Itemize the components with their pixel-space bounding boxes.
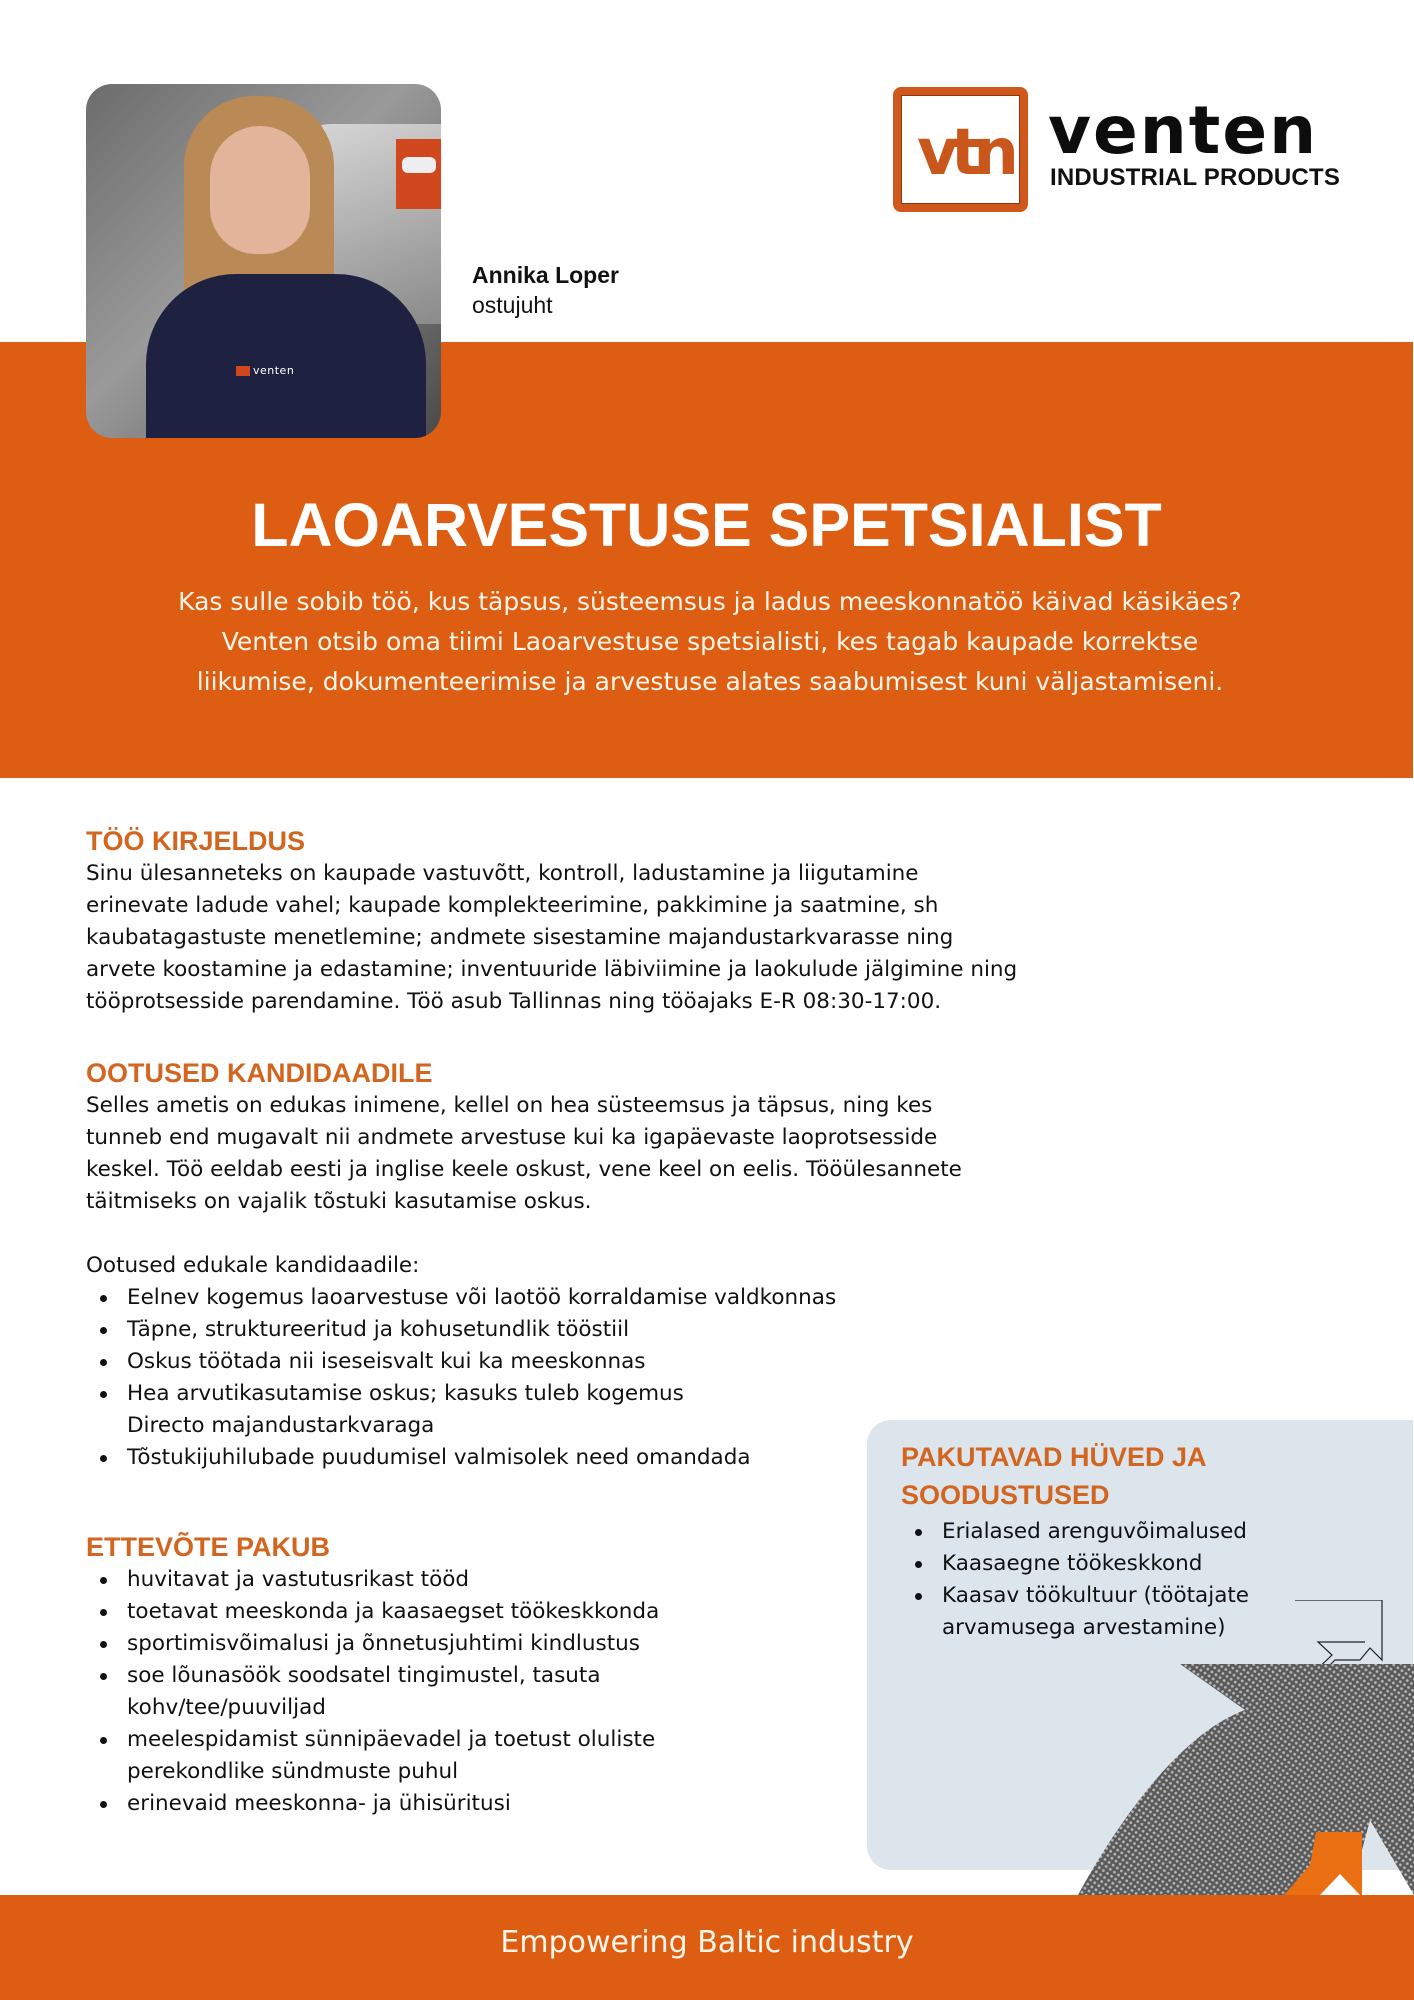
shirt-logo-text: venten <box>253 364 295 377</box>
expectations-heading: OOTUSED KANDIDAADILE <box>86 1058 433 1088</box>
logo-subtitle: INDUSTRIAL PRODUCTS <box>1050 164 1341 191</box>
expectations-section <box>86 1056 1186 1474</box>
job-description-line: tööprotsesside parendamine. Töö asub Tallinnas ning tööajaks E-R 08:30-17:00. <box>86 989 942 1014</box>
job-description-line: arvete koostamine ja edastamine; inventuuride läbiviimine ja laokulude jälgimine ning <box>86 957 1018 982</box>
list-item: Täpne, struktureeritud ja kohusetundlik tööstiil <box>86 1314 1186 1346</box>
company-offers-heading: ETTEVÕTE PAKUB <box>86 1532 331 1562</box>
list-item: meelespidamist sünnipäevadel ja toetust oluliste perekondlike sündmuste puhul <box>86 1724 747 1788</box>
expectations-list-intro: Ootused edukale kandidaadile: <box>86 1253 420 1278</box>
shirt-logo-icon <box>236 366 250 376</box>
list-item: Eelnev kogemus laoarvestuse või laotöö korraldamise valdkonnas <box>86 1282 1186 1314</box>
list-item: Tõstukijuhilubade puudumisel valmisolek need omandada <box>86 1442 1186 1474</box>
logo-mark-icon <box>893 87 1028 212</box>
contact-name: Annika Loper <box>472 262 619 288</box>
logo-mark-letters: vtn <box>917 116 1011 190</box>
logo-wordmark: venten <box>1048 92 1319 169</box>
contact-photo <box>86 84 441 438</box>
expectations-line: keskel. Töö eeldab eesti ja inglise keele oskust, vene keel on eelis. Tööülesannete <box>86 1157 962 1182</box>
mesh-arrow-shape <box>1078 1664 1414 1895</box>
list-item: erinevaid meeskonna- ja ühisüritusi <box>86 1788 726 1820</box>
arrow-graphic <box>1070 1600 1414 1895</box>
list-item: Kaasaegne töökeskkond <box>901 1548 1321 1580</box>
job-description-line: Sinu ülesanneteks on kaupade vastuvõtt, kontroll, ladustamine ja liigutamine <box>86 861 919 886</box>
company-logo <box>893 87 1343 212</box>
company-offers-list <box>86 1564 726 1820</box>
person-shirt <box>146 274 426 438</box>
job-description-section <box>86 824 1186 1018</box>
contact-person <box>472 260 619 320</box>
list-item: Oskus töötada nii iseseisvalt kui ka meeskonnas <box>86 1346 1186 1378</box>
job-title: LAOARVESTUSE SPETSIALIST <box>251 491 1162 559</box>
list-item: Erialased arenguvõimalused <box>901 1516 1321 1548</box>
job-intro: Kas sulle sobib töö, kus täpsus, süsteemsus ja ladus meeskonnatöö käivad käsikäes? Venten otsib oma tiimi Laoarvestuse spetsialisti, kes tagab kaupade korrektse liikumise, dokumenteerimise ja arvestuse alates saabumisest kuni väljastamiseni. <box>178 587 1242 696</box>
company-offers-section <box>86 1530 786 1820</box>
footer-band <box>0 1895 1414 2000</box>
robot-light <box>396 139 441 209</box>
list-item: toetavat meeskonda ja kaasaegset töökeskkonda <box>86 1596 726 1628</box>
footer-tagline: Empowering Baltic industry <box>500 1925 914 1960</box>
person-face <box>210 126 310 254</box>
job-description-heading: TÖÖ KIRJELDUS <box>86 826 306 856</box>
shirt-logo <box>236 364 294 377</box>
list-item: Kaasav töökultuur (töötajate arvamusega arvestamine) <box>901 1580 1322 1644</box>
list-item: huvitavat ja vastutusrikast tööd <box>86 1564 726 1596</box>
benefits-heading: PAKUTAVAD HÜVED JA SOODUSTUSED <box>901 1442 1206 1510</box>
list-item: Hea arvutikasutamise oskus; kasuks tuleb kogemus Directo majandustarkvaraga <box>86 1378 767 1442</box>
job-description-line: kaubatagastuste menetlemine; andmete sisestamine majandustarkvarasse ning <box>86 925 954 950</box>
expectations-line: täitmiseks on vajalik tõstuki kasutamise oskus. <box>86 1189 592 1214</box>
job-description-body <box>86 858 1186 1018</box>
expectations-line: Selles ametis on edukas inimene, kellel on hea süsteemsus ja täpsus, ning kes <box>86 1093 933 1118</box>
contact-role: ostujuht <box>472 292 553 318</box>
job-description-line: erinevate ladude vahel; kaupade komplekteerimine, pakkimine ja saatmine, sh <box>86 893 939 918</box>
expectations-line: tunneb end mugavalt nii andmete arvestuse kui ka igapäevaste laoprotsesside <box>86 1125 938 1150</box>
list-item: sportimisvõimalusi ja õnnetusjuhtimi kindlustus <box>86 1628 726 1660</box>
list-item: soe lõunasöök soodsatel tingimustel, tasuta kohv/tee/puuviljad <box>86 1660 687 1724</box>
